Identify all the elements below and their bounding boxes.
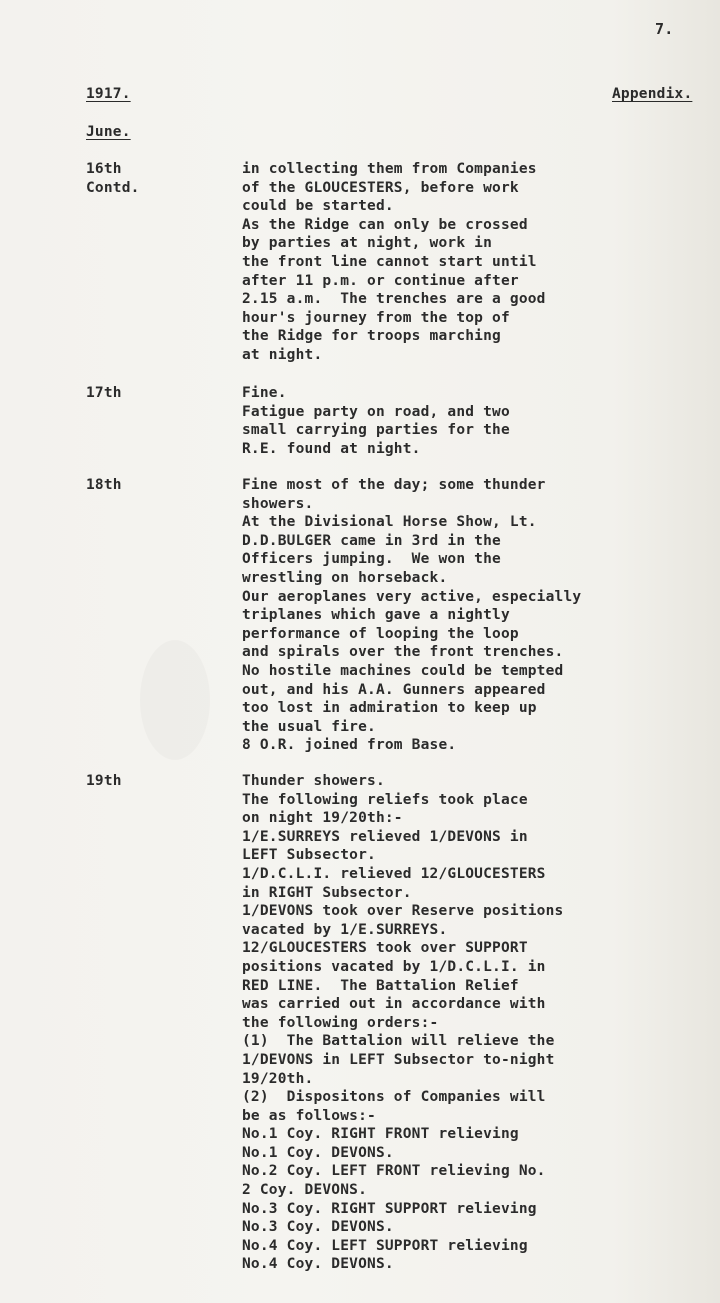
entry-line: too lost in admiration to keep up	[242, 700, 537, 717]
entry-line: by parties at night, work in	[242, 235, 493, 252]
entry-line: No.4 Coy. LEFT SUPPORT relieving	[242, 1237, 528, 1254]
entry-line: The following reliefs took place	[242, 791, 528, 808]
entry-line: could be started.	[242, 198, 394, 215]
entry-line: the following orders:-	[242, 1014, 439, 1031]
entry-line: out, and his A.A. Gunners appeared	[242, 681, 546, 698]
entry-line: in RIGHT Subsector.	[242, 884, 412, 901]
entry-line: No hostile machines could be tempted	[242, 662, 564, 679]
year-heading: 1917.	[86, 86, 131, 102]
entry-line: D.D.BULGER came in 3rd in the	[242, 532, 501, 549]
entry-line: the Ridge for troops marching	[242, 328, 501, 345]
entry-17th	[242, 384, 702, 458]
entry-line: (1) The Battalion will relieve the	[242, 1033, 555, 1050]
entry-line: on night 19/20th:-	[242, 810, 403, 827]
appendix-heading: Appendix.	[612, 86, 693, 102]
entry-line: No.1 Coy. RIGHT FRONT relieving	[242, 1126, 519, 1143]
entry-line: after 11 p.m. or continue after	[242, 272, 519, 289]
entry-line: the usual fire.	[242, 718, 376, 735]
entry-line: showers.	[242, 495, 314, 512]
entry-16th	[242, 160, 702, 365]
entry-line: RED LINE. The Battalion Relief	[242, 977, 519, 994]
entry-date-18th: 18th	[86, 477, 122, 493]
entry-line: No.3 Coy. DEVONS.	[242, 1219, 394, 1236]
entry-line: be as follows:-	[242, 1107, 376, 1124]
entry-line: No.3 Coy. RIGHT SUPPORT relieving	[242, 1200, 537, 1217]
entry-19th	[242, 772, 702, 1274]
entry-line: was carried out in accordance with	[242, 996, 546, 1013]
entry-line: 19/20th.	[242, 1070, 314, 1087]
entry-date-16th: 16th Contd.	[86, 161, 140, 196]
entry-line: hour's journey from the top of	[242, 309, 510, 326]
entry-18th	[242, 476, 702, 755]
entry-line: At the Divisional Horse Show, Lt.	[242, 514, 537, 531]
entry-line: R.E. found at night.	[242, 440, 421, 457]
entry-line: 1/DEVONS in LEFT Subsector to-night	[242, 1051, 555, 1068]
entry-line: small carrying parties for the	[242, 422, 510, 439]
entry-line: No.1 Coy. DEVONS.	[242, 1144, 394, 1161]
entry-line: performance of looping the loop	[242, 625, 519, 642]
entry-line: positions vacated by 1/D.C.L.I. in	[242, 958, 546, 975]
entry-line: No.4 Coy. DEVONS.	[242, 1256, 394, 1273]
entry-line: 2 Coy. DEVONS.	[242, 1182, 368, 1199]
entry-line: Fine most of the day; some thunder	[242, 477, 546, 493]
entry-line: 2.15 a.m. The trenches are a good	[242, 291, 546, 308]
entry-line: in collecting them from Companies	[242, 161, 537, 177]
entry-line: 1/D.C.L.I. relieved 12/GLOUCESTERS	[242, 865, 546, 882]
entry-line: Officers jumping. We won the	[242, 551, 501, 568]
entry-line: Thunder showers.	[242, 773, 385, 789]
entry-line: Our aeroplanes very active, especially	[242, 588, 582, 605]
entry-line: and spirals over the front trenches.	[242, 644, 564, 661]
month-heading: June.	[86, 124, 131, 140]
entry-line: at night.	[242, 346, 323, 363]
entry-line: wrestling on horseback.	[242, 569, 448, 586]
entry-line: LEFT Subsector.	[242, 847, 376, 864]
entry-line: 1/E.SURREYS relieved 1/DEVONS in	[242, 828, 528, 845]
entry-date-19th: 19th	[86, 773, 122, 789]
entry-date-17th: 17th	[86, 385, 122, 401]
page-number: 7.	[655, 20, 674, 38]
entry-line: Fine.	[242, 385, 287, 401]
entry-line: of the GLOUCESTERS, before work	[242, 179, 519, 196]
entry-line: 8 O.R. joined from Base.	[242, 737, 457, 754]
entry-line: vacated by 1/E.SURREYS.	[242, 921, 448, 938]
entry-line: (2) Dispositons of Companies will	[242, 1089, 546, 1106]
entry-line: the front line cannot start until	[242, 253, 537, 270]
entry-line: Fatigue party on road, and two	[242, 403, 510, 420]
entry-line: 1/DEVONS took over Reserve positions	[242, 903, 564, 920]
entry-line: No.2 Coy. LEFT FRONT relieving No.	[242, 1163, 546, 1180]
entry-line: As the Ridge can only be crossed	[242, 216, 528, 233]
paper-smudge	[140, 640, 210, 760]
entry-line: triplanes which gave a nightly	[242, 607, 510, 624]
entry-line: 12/GLOUCESTERS took over SUPPORT	[242, 940, 528, 957]
